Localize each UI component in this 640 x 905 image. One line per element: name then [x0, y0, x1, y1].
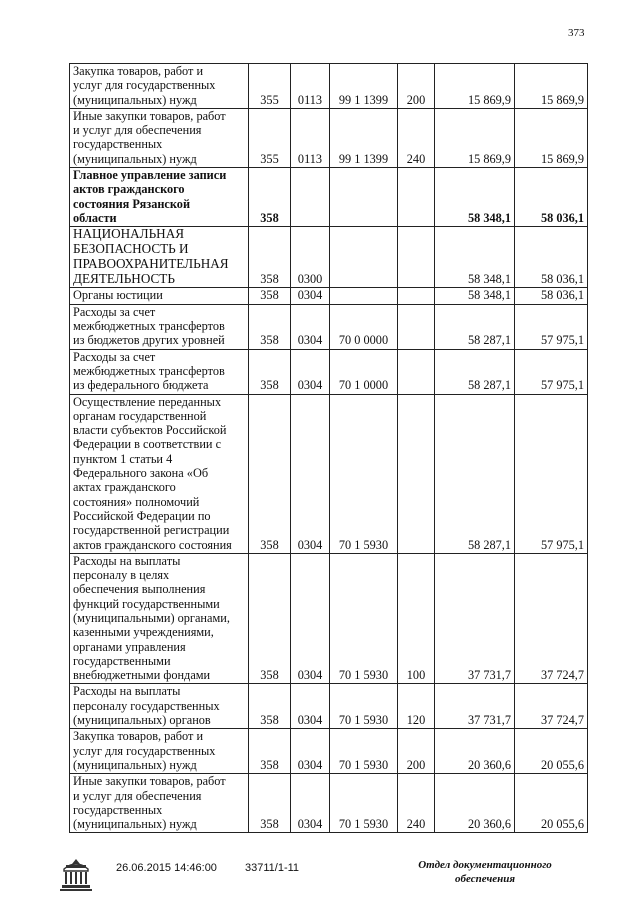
- table-row: [70, 227, 588, 288]
- cell-target-article: [330, 168, 398, 227]
- cell-section: 0304: [291, 394, 330, 553]
- cell-sum-first: 58 287,1: [435, 394, 515, 553]
- cell-expense-type: [398, 394, 435, 553]
- cell-expense-type: [398, 288, 435, 304]
- cell-target-article: 70 1 5930: [330, 684, 398, 729]
- cell-name: НАЦИОНАЛЬНАЯ БЕЗОПАСНОСТЬ И ПРАВООХРАНИТЕЛЬНАЯ ДЕЯТЕЛЬНОСТЬ: [70, 227, 249, 288]
- cell-expense-type: [398, 349, 435, 394]
- cell-section: 0113: [291, 64, 330, 109]
- cell-ministry: 358: [249, 349, 291, 394]
- cell-sum-first: 20 360,6: [435, 729, 515, 774]
- table-row: [70, 349, 588, 394]
- cell-name: Расходы за счет межбюджетных трансфертов из бюджетов других уровней: [70, 304, 249, 349]
- cell-name: Расходы на выплаты персоналу в целях обеспечения выполнения функций государственными (муниципальными) органами, казенными учреждениями, органами управления государственными внебюджетными фондами: [70, 553, 249, 684]
- cell-expense-type: [398, 304, 435, 349]
- cell-name: Закупка товаров, работ и услуг для государственных (муниципальных) нужд: [70, 64, 249, 109]
- cell-section: 0300: [291, 227, 330, 288]
- cell-sum-second: 15 869,9: [515, 64, 588, 109]
- table-row: [70, 774, 588, 833]
- cell-ministry: 355: [249, 108, 291, 167]
- table-body: [70, 64, 588, 833]
- cell-ministry: 358: [249, 168, 291, 227]
- footer-doc-code: 33711/1-11: [245, 862, 300, 874]
- cell-sum-second: 57 975,1: [515, 349, 588, 394]
- cell-ministry: 358: [249, 684, 291, 729]
- table-row: [70, 729, 588, 774]
- cell-name: Осуществление переданных органам государственной власти субъектов Российской Федерации в соответствии с пунктом 1 статьи 4 Федерального закона «Об актах гражданского состояния» полномочий Российской Федерации по государственной регистрации актов гражданского состояния: [70, 394, 249, 553]
- table-row: [70, 108, 588, 167]
- table-row: [70, 684, 588, 729]
- cell-section: 0304: [291, 304, 330, 349]
- cell-sum-second: 58 036,1: [515, 168, 588, 227]
- budget-table: [69, 63, 588, 833]
- cell-expense-type: 200: [398, 64, 435, 109]
- cell-sum-second: 15 869,9: [515, 108, 588, 167]
- cell-section: 0304: [291, 288, 330, 304]
- cell-sum-first: 37 731,7: [435, 553, 515, 684]
- cell-expense-type: [398, 227, 435, 288]
- cell-sum-first: 58 348,1: [435, 168, 515, 227]
- cell-target-article: 70 1 5930: [330, 774, 398, 833]
- cell-ministry: 358: [249, 394, 291, 553]
- cell-name: Органы юстиции: [70, 288, 249, 304]
- table-row: [70, 304, 588, 349]
- cell-sum-second: 37 724,7: [515, 553, 588, 684]
- cell-section: 0304: [291, 349, 330, 394]
- cell-expense-type: 240: [398, 774, 435, 833]
- table-row: [70, 168, 588, 227]
- cell-sum-first: 15 869,9: [435, 64, 515, 109]
- cell-expense-type: 120: [398, 684, 435, 729]
- cell-name: Иные закупки товаров, работ и услуг для обеспечения государственных (муниципальных) нужд: [70, 108, 249, 167]
- table-row: [70, 64, 588, 109]
- cell-target-article: [330, 288, 398, 304]
- cell-section: 0304: [291, 729, 330, 774]
- cell-name: Закупка товаров, работ и услуг для государственных (муниципальных) нужд: [70, 729, 249, 774]
- cell-sum-first: 58 287,1: [435, 304, 515, 349]
- cell-name: Расходы на выплаты персоналу государственных (муниципальных) органов: [70, 684, 249, 729]
- cell-sum-first: 37 731,7: [435, 684, 515, 729]
- cell-ministry: 358: [249, 553, 291, 684]
- cell-ministry: 358: [249, 729, 291, 774]
- cell-section: 0304: [291, 774, 330, 833]
- cell-sum-second: 37 724,7: [515, 684, 588, 729]
- cell-target-article: 70 1 0000: [330, 349, 398, 394]
- cell-target-article: 99 1 1399: [330, 64, 398, 109]
- footer-datetime: 26.06.2015 14:46:00: [116, 862, 217, 874]
- cell-sum-second: 20 055,6: [515, 729, 588, 774]
- table-row: [70, 553, 588, 684]
- cell-section: 0304: [291, 684, 330, 729]
- cell-target-article: 70 0 0000: [330, 304, 398, 349]
- cell-section: [291, 168, 330, 227]
- cell-name: Расходы за счет межбюджетных трансфертов из федерального бюджета: [70, 349, 249, 394]
- cell-target-article: 70 1 5930: [330, 729, 398, 774]
- cell-target-article: 70 1 5930: [330, 553, 398, 684]
- cell-ministry: 358: [249, 774, 291, 833]
- cell-sum-second: 57 975,1: [515, 394, 588, 553]
- table-row: [70, 288, 588, 304]
- cell-expense-type: 200: [398, 729, 435, 774]
- cell-sum-first: 58 348,1: [435, 288, 515, 304]
- page-number: 373: [568, 27, 585, 39]
- cell-expense-type: [398, 168, 435, 227]
- cell-name: Главное управление записи актов гражданского состояния Рязанской области: [70, 168, 249, 227]
- cell-sum-first: 58 287,1: [435, 349, 515, 394]
- cell-expense-type: 240: [398, 108, 435, 167]
- footer-department: Отдел документационного обеспечения: [418, 859, 552, 885]
- cell-section: 0113: [291, 108, 330, 167]
- cell-sum-second: 58 036,1: [515, 227, 588, 288]
- cell-sum-first: 15 869,9: [435, 108, 515, 167]
- table-row: [70, 394, 588, 553]
- cell-ministry: 358: [249, 288, 291, 304]
- cell-sum-first: 20 360,6: [435, 774, 515, 833]
- cell-target-article: 70 1 5930: [330, 394, 398, 553]
- cell-target-article: [330, 227, 398, 288]
- cell-sum-second: 20 055,6: [515, 774, 588, 833]
- cell-ministry: 358: [249, 304, 291, 349]
- cell-expense-type: 100: [398, 553, 435, 684]
- cell-sum-first: 58 348,1: [435, 227, 515, 288]
- cell-sum-second: 58 036,1: [515, 288, 588, 304]
- cell-ministry: 355: [249, 64, 291, 109]
- cell-section: 0304: [291, 553, 330, 684]
- cell-target-article: 99 1 1399: [330, 108, 398, 167]
- cell-name: Иные закупки товаров, работ и услуг для обеспечения государственных (муниципальных) нужд: [70, 774, 249, 833]
- cell-sum-second: 57 975,1: [515, 304, 588, 349]
- cell-ministry: 358: [249, 227, 291, 288]
- duma-emblem-icon: [56, 855, 96, 895]
